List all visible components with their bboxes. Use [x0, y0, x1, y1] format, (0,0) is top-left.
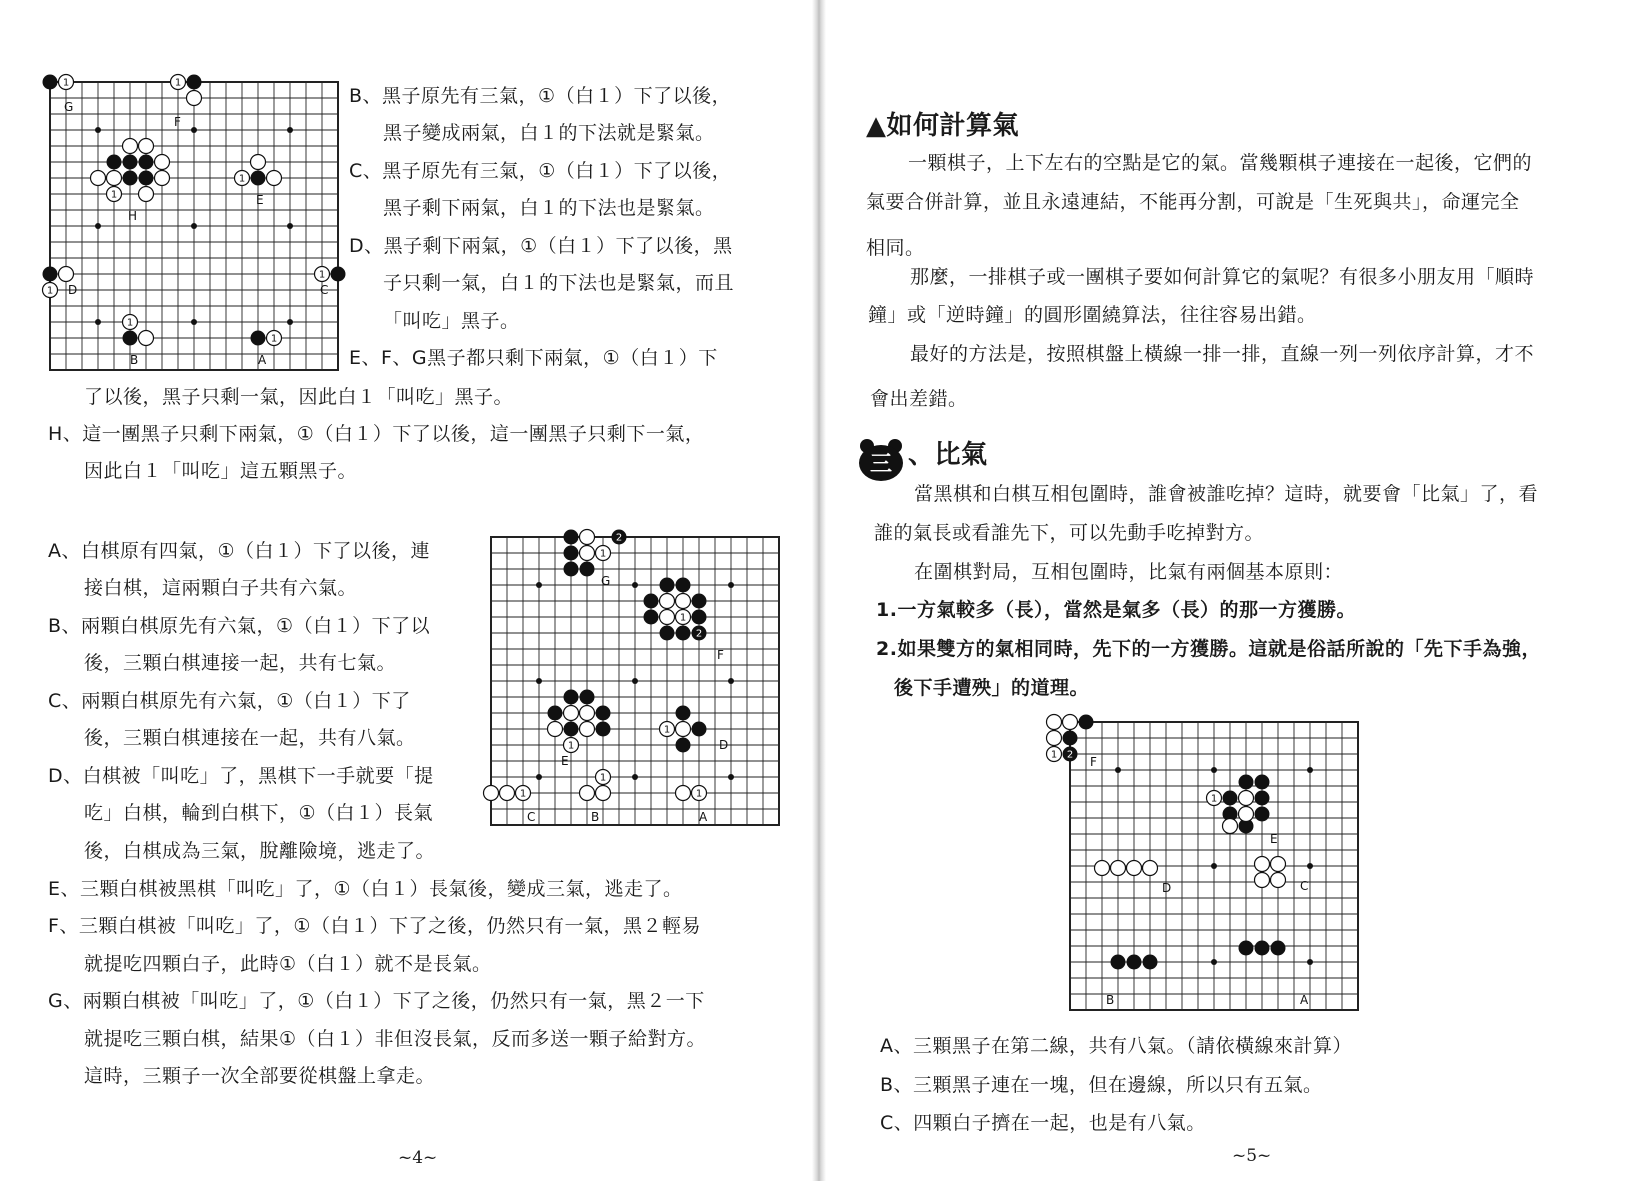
go-board-3	[1050, 722, 1360, 1012]
svg-text:1: 1	[62, 77, 70, 89]
text-line: 會出差錯。	[870, 388, 968, 410]
text-line: 黑子變成兩氣，白１的下法就是緊氣。	[383, 122, 715, 144]
text-line: 就提吃三顆白棋，結果①（白１）非但沒長氣，反而多送一顆子給對方。	[84, 1028, 707, 1050]
svg-text:E: E	[256, 193, 264, 207]
svg-text:1: 1	[519, 788, 527, 800]
book-gutter	[812, 0, 826, 1181]
svg-text:A: A	[1300, 993, 1309, 1007]
svg-text:H: H	[128, 209, 138, 223]
svg-text:1: 1	[663, 724, 671, 736]
page-number: ~5~	[1232, 1146, 1272, 1166]
svg-text:1: 1	[318, 269, 326, 281]
text-line: 那麼，一排棋子或一團棋子要如何計算它的氣呢？有很多小朋友用「順時	[910, 266, 1535, 288]
text-line: G、兩顆白棋被「叫吃」了，①（白１）下了之後，仍然只有一氣，黑２一下	[48, 990, 705, 1012]
svg-text:B: B	[1106, 993, 1115, 1007]
svg-text:G: G	[601, 574, 611, 588]
svg-text:1: 1	[1210, 793, 1218, 805]
svg-text:B: B	[130, 353, 139, 367]
svg-text:1: 1	[174, 77, 182, 89]
text-line: 黑子剩下兩氣，白１的下法也是緊氣。	[383, 197, 715, 219]
text-line: E、F、G黑子都只剩下兩氣，①（白１）下	[349, 347, 718, 369]
text-line: A、白棋原有四氣，①（白１）下了以後，連	[48, 540, 431, 562]
svg-text:1: 1	[110, 189, 118, 201]
svg-text:D: D	[719, 738, 729, 752]
text-line: 氣要合併計算，並且永遠連結，不能再分割，可說是「生死與共」，命運完全	[866, 191, 1520, 213]
section-number-badge	[858, 438, 904, 482]
svg-text:1: 1	[238, 173, 246, 185]
text-line: D、黑子剩下兩氣，①（白１）下了以後，黑	[349, 235, 733, 257]
svg-text:1: 1	[1050, 749, 1058, 761]
text-line: D、白棋被「叫吃」了，黑棋下一手就要「提	[48, 765, 434, 787]
svg-text:A: A	[699, 810, 708, 824]
text-line: 因此白１「叫吃」這五顆黑子。	[84, 460, 358, 482]
text-line: 這時，三顆子一次全部要從棋盤上拿走。	[84, 1065, 436, 1087]
section-heading: ▲如何計算氣	[866, 111, 1019, 141]
text-line: 在圍棋對局，互相包圍時，比氣有兩個基本原則：	[914, 561, 1344, 583]
svg-text:2: 2	[615, 532, 623, 544]
text-line: 子只剩一氣，白１的下法也是緊氣，而且	[383, 272, 735, 294]
svg-text:1: 1	[126, 317, 134, 329]
text-line: 就提吃四顆白子，此時①（白１）就不是長氣。	[84, 953, 492, 975]
svg-text:1: 1	[567, 740, 575, 752]
svg-text:1: 1	[270, 333, 278, 345]
text-line: 相同。	[866, 237, 925, 259]
text-line: B、黑子原先有三氣，①（白１）下了以後，	[349, 85, 732, 107]
page-number: ~4~	[398, 1148, 438, 1168]
text-line: 誰的氣長或看誰先下，可以先動手吃掉對方。	[874, 522, 1265, 544]
text-line: 後，三顆白棋連接在一起，共有八氣。	[84, 727, 416, 749]
svg-text:2: 2	[1066, 749, 1074, 761]
svg-text:F: F	[717, 648, 724, 662]
text-line: H、這一團黑子只剩下兩氣，①（白１）下了以後，這一團黑子只剩下一氣，	[48, 423, 705, 445]
text-line: 最好的方法是，按照棋盤上橫線一排一排，直線一列一列依序計算，才不	[910, 343, 1535, 365]
text-line: F、三顆白棋被「叫吃」了，①（白１）下了之後，仍然只有一氣，黑２輕易	[48, 915, 701, 937]
text-line: 了以後，黑子只剩一氣，因此白１「叫吃」黑子。	[84, 386, 514, 408]
text-line: 一顆棋子，上下左右的空點是它的氣。當幾顆棋子連接在一起後，它們的	[908, 152, 1533, 174]
text-line: 2.如果雙方的氣相同時，先下的一方獲勝。這就是俗話所說的「先下手為強，	[876, 638, 1541, 660]
text-line: C、黑子原先有三氣，①（白１）下了以後，	[349, 160, 732, 182]
text-line: 當黑棋和白棋互相包圍時，誰會被誰吃掉？這時，就要會「比氣」了，看	[914, 483, 1539, 505]
svg-text:三: 三	[869, 452, 893, 477]
text-line: A、三顆黑子在第二線，共有八氣。（請依橫線來計算）	[880, 1035, 1352, 1057]
svg-text:1: 1	[46, 285, 54, 297]
go-board-2	[491, 532, 781, 827]
svg-text:F: F	[1090, 755, 1097, 769]
section-title: 、比氣	[908, 440, 988, 470]
text-line: C、兩顆白棋原先有六氣，①（白１）下了	[48, 690, 411, 712]
text-line: B、兩顆白棋原先有六氣，①（白１）下了以	[48, 615, 431, 637]
svg-text:C: C	[320, 283, 329, 297]
svg-text:1: 1	[695, 788, 703, 800]
svg-text:1: 1	[679, 612, 687, 624]
text-line: 後，白棋成為三氣，脫離險境，逃走了。	[84, 840, 436, 862]
svg-text:E: E	[561, 754, 569, 768]
svg-text:E: E	[1270, 832, 1278, 846]
go-board-1	[46, 77, 340, 372]
svg-text:B: B	[591, 810, 600, 824]
text-line: 後，三顆白棋連接一起，共有七氣。	[84, 652, 397, 674]
svg-text:A: A	[258, 353, 267, 367]
text-line: 「叫吃」黑子。	[383, 310, 520, 332]
svg-text:D: D	[68, 283, 78, 297]
svg-text:1: 1	[599, 548, 607, 560]
svg-text:C: C	[527, 810, 536, 824]
svg-text:D: D	[1162, 881, 1172, 895]
text-line: 接白棋，這兩顆白子共有六氣。	[84, 577, 358, 599]
text-line: B、三顆黑子連在一塊，但在邊線，所以只有五氣。	[880, 1074, 1323, 1096]
svg-text:F: F	[174, 115, 181, 129]
text-line: 1.一方氣較多（長），當然是氣多（長）的那一方獲勝。	[876, 599, 1356, 621]
text-line: 鐘」或「逆時鐘」的圓形圍繞算法，往往容易出錯。	[868, 304, 1317, 326]
text-line: E、三顆白棋被黑棋「叫吃」了，①（白１）長氣後，變成三氣，逃走了。	[48, 878, 683, 900]
text-line: C、四顆白子擠在一起，也是有八氣。	[880, 1112, 1206, 1134]
svg-text:C: C	[1300, 879, 1309, 893]
svg-text:1: 1	[599, 772, 607, 784]
svg-text:2: 2	[695, 628, 703, 640]
svg-text:G: G	[64, 100, 74, 114]
text-line: 吃」白棋，輪到白棋下，①（白１）長氣	[84, 802, 434, 824]
text-line: 後下手遭殃」的道理。	[894, 677, 1090, 699]
